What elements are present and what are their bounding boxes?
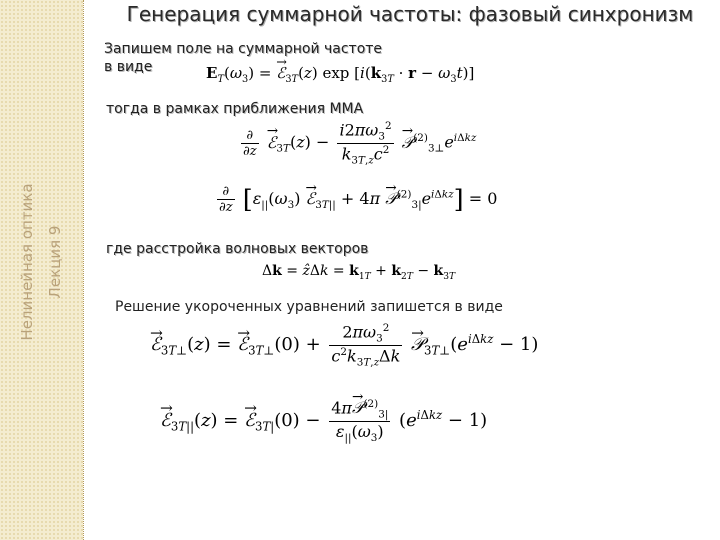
sidebar-caption [13, 183, 69, 340]
mma-equation-parallel: $\frac{\partial}{\partial z}$ [$\varepsilon_{||}(\omega_3)$ → ℰ$_{3T||}$ + $4\pi \to 𝒫^{(2)}_{3|}e^{i\Delta kz}] = 0$ [214, 184, 497, 215]
detuning-text: где расстройка волновых векторов [106, 241, 369, 257]
lecture-number: Лекция 9 [46, 225, 64, 299]
solution-text: Решение укороченных уравнений запишется в виде [115, 299, 503, 315]
detuning-equation: Δk = ẑΔk = $k_{1T} + k_{2T} - k_{3T}$ [262, 263, 456, 282]
mma-equation-perpendicular: $\frac{\partial}{\partial z}$ → ℰ$_{3T}$(z) − $\frac{i2\pi\omega_3^2}{k_{3T,z}c^2}$ → $𝒫^{(2)}_{3\perp}e^{i\Delta kz}$ [238, 120, 476, 166]
intro-text-line2: в виде [104, 59, 153, 75]
intro-text-line1: Запишем поле на суммарной частоте [104, 41, 383, 57]
mma-text: тогда в рамках приближения ММА [106, 101, 364, 117]
field-equation: $E_T(\omega_3)$ = → ℰ$_{3T}$(z) $\exp [i(k_{3T} \cdot r - \omega_3t)]$ [206, 64, 474, 85]
slide-title: Генерация суммарной частоты: фазовый синхронизм [126, 2, 694, 26]
solution-equation-parallel: → ℰ$_{3T||}$(z) = → ℰ$_{3T|}$(0) − $\frac{4\pi\to 𝒫^{(2)}_{3|}}{\varepsilon_{||}(\omega_3)}$ $(e^{i\Delta kz} - 1)$ [160, 398, 487, 444]
solution-equation-perpendicular: → ℰ$_{3T\perp}$(z) = → ℰ$_{3T\perp}$(0) + $\frac{2\pi\omega_3^2}{c^2k_{3T,z}\Delta k}$ → $𝒫_{3T\perp}(e^{i\Delta kz} - 1)$ [150, 322, 538, 368]
sidebar-divider [83, 0, 84, 540]
course-name: Нелинейная оптика [18, 183, 36, 341]
